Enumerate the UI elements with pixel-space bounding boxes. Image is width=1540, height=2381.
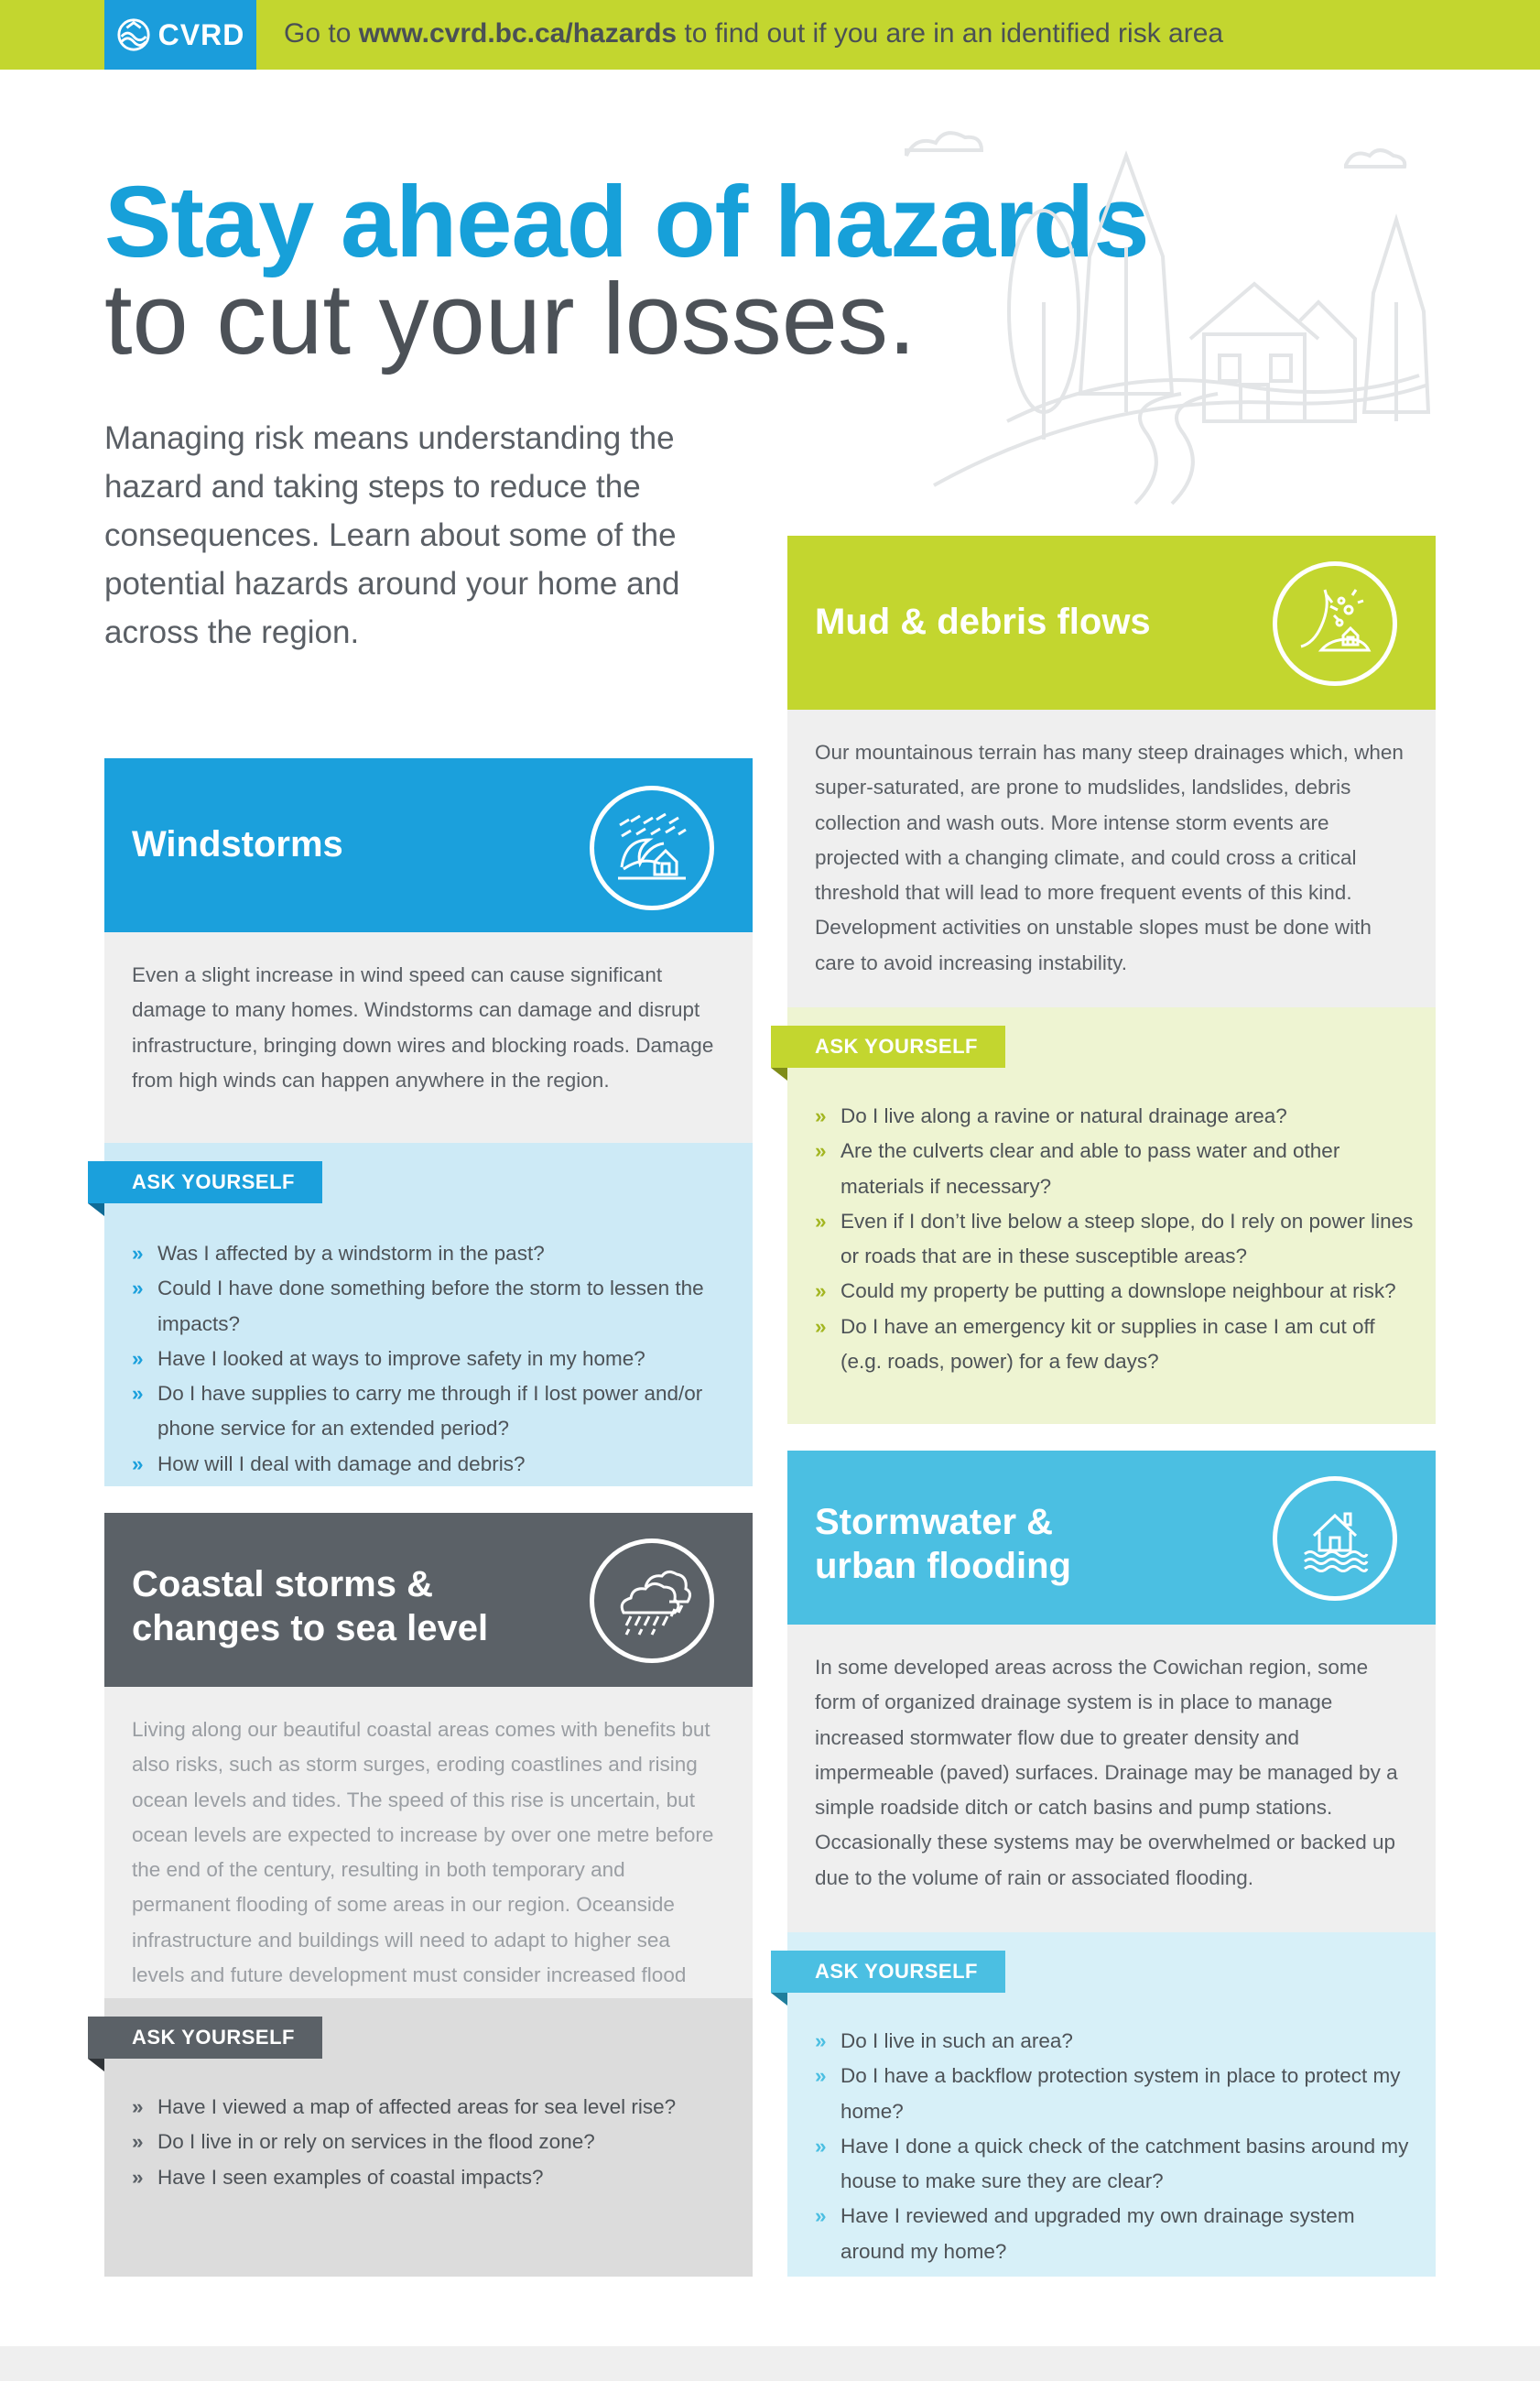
mud-debris-title: Mud & debris flows (815, 602, 1151, 642)
list-item: » Are the culverts clear and able to pass water and other materials if necessary? (815, 1134, 1417, 1204)
coastal-title-line-1: Coastal storms & (132, 1564, 433, 1604)
list-item: » Could my property be putting a downslope neighbour at risk? (815, 1274, 1417, 1309)
stormwater-ask-section (787, 1932, 1436, 2277)
mudslide-icon (1273, 561, 1397, 686)
coastal-body: Living along our beautiful coastal areas comes with benefits but also risks, such as storm surges, eroding coastlines and rising ocean levels and tides. The speed of this rise is uncertain, but ocean levels are expected to increase by over one metre before the end of the century, resulting in both temporary and permanent flooding of some areas in our region. Oceanside infrastructure and buildings will need to adapt to higher sea levels and future development must consider increased flood (104, 1687, 753, 1998)
list-item: » Was I affected by a windstorm in the past? (132, 1236, 734, 1271)
list-item: » Do I have supplies to carry me through if I lost power and/or phone service for an extended period? (132, 1376, 734, 1447)
ask-yourself-tag: ASK YOURSELF (88, 2017, 322, 2059)
cvrd-logo-icon (116, 17, 151, 52)
stormwater-title-line-2: urban flooding (815, 1546, 1071, 1586)
windstorms-questions (132, 1236, 734, 1482)
footer-bar (0, 2346, 1540, 2381)
windstorms-title: Windstorms (132, 824, 343, 864)
ask-yourself-tag: ASK YOURSELF (88, 1161, 322, 1203)
list-item: » Do I have an emergency kit or supplies in case I am cut off (e.g. roads, power) for a few days? (815, 1310, 1417, 1380)
list-item: » Even if I don’t live below a steep slope, do I rely on power lines or roads that are in these susceptible areas? (815, 1204, 1417, 1275)
banner-message (284, 18, 1223, 49)
logo-text: CVRD (157, 17, 245, 51)
list-item: » Have I seen examples of coastal impacts? (132, 2160, 734, 2195)
list-item: » Have I looked at ways to improve safety in my home? (132, 1342, 734, 1376)
windstorms-ask-section (104, 1143, 753, 1486)
headline-line-1: Stay ahead of hazards (104, 166, 1149, 278)
mud-debris-ask-section (787, 1007, 1436, 1424)
windstorm-icon (590, 786, 714, 910)
coastal-card (104, 1513, 753, 2277)
list-item: » Have I viewed a map of affected areas for sea level rise? (132, 2090, 734, 2125)
list-item: » Do I live along a ravine or natural drainage area? (815, 1099, 1417, 1134)
stormwater-questions (815, 2024, 1417, 2269)
windstorms-header (104, 758, 753, 932)
windstorms-card (104, 758, 753, 1486)
stormwater-header (787, 1451, 1436, 1625)
headline-line-2: to cut your losses. (104, 263, 916, 375)
banner-message-prefix: Go to (284, 18, 359, 49)
flooded-house-icon (1273, 1476, 1397, 1601)
hazards-link[interactable]: www.cvrd.bc.ca/hazards (358, 18, 678, 49)
mud-debris-body: Our mountainous terrain has many steep drainages which, when super-saturated, are prone to mudslides, landslides, debris collection and wash outs. More intense storm events are projected with a changing climate, and could cross a critical threshold that will lead to more frequent events of this kind. Development activities on unstable slopes must be done with care to avoid increasing instability. (787, 710, 1436, 1007)
list-item: » Have I reviewed and upgraded my own drainage system around my home? (815, 2199, 1417, 2269)
stormwater-title (815, 1500, 1071, 1588)
mud-debris-questions (815, 1099, 1417, 1379)
mud-debris-header (787, 536, 1436, 710)
house-trees-landscape-icon (897, 119, 1447, 522)
cvrd-logo[interactable] (104, 0, 256, 70)
list-item: » Do I have a backflow protection system in place to protect my home? (815, 2059, 1417, 2129)
windstorms-body: Even a slight increase in wind speed can cause significant damage to many homes. Windstorms can damage and disrupt infrastructure, bringing down wires and blocking roads. Damage from high winds can happen anywhere in the region. (104, 932, 753, 1143)
coastal-questions (132, 2090, 734, 2195)
intro-paragraph: Managing risk means understanding the hazard and taking steps to reduce the consequences. Learn about some of the potential hazards around your home and across the region. (104, 420, 680, 650)
coastal-header (104, 1513, 753, 1687)
ask-yourself-tag: ASK YOURSELF (771, 1951, 1005, 1993)
list-item: » Do I live in such an area? (815, 2024, 1417, 2059)
list-item: » Have I done a quick check of the catchment basins around my house to make sure they are clear? (815, 2129, 1417, 2200)
list-item: » Do I live in or rely on services in the flood zone? (132, 2125, 734, 2159)
list-item: » Could I have done something before the storm to lessen the impacts? (132, 1271, 734, 1342)
coastal-title-line-2: changes to sea level (132, 1608, 489, 1648)
stormwater-card (787, 1451, 1436, 2277)
coastal-title (132, 1562, 488, 1650)
banner-message-suffix: to find out if you are in an identified risk area (677, 18, 1224, 49)
top-banner (0, 0, 1540, 70)
stormwater-title-line-1: Stormwater & (815, 1502, 1054, 1542)
ask-yourself-tag: ASK YOURSELF (771, 1026, 1005, 1068)
coastal-ask-section (104, 1998, 753, 2277)
stormwater-body: In some developed areas across the Cowichan region, some form of organized drainage system is in place to manage increased stormwater flow due to greater density and impermeable (paved) surfaces. Drainage may be managed by a simple roadside ditch or catch basins and pump stations. Occasionally these systems may be overwhelmed or backed up due to the volume of rain or associated flooding. (787, 1625, 1436, 1932)
list-item: » How will I deal with damage and debris? (132, 1447, 734, 1482)
rain-cloud-icon (590, 1538, 714, 1663)
mud-debris-card (787, 536, 1436, 1424)
